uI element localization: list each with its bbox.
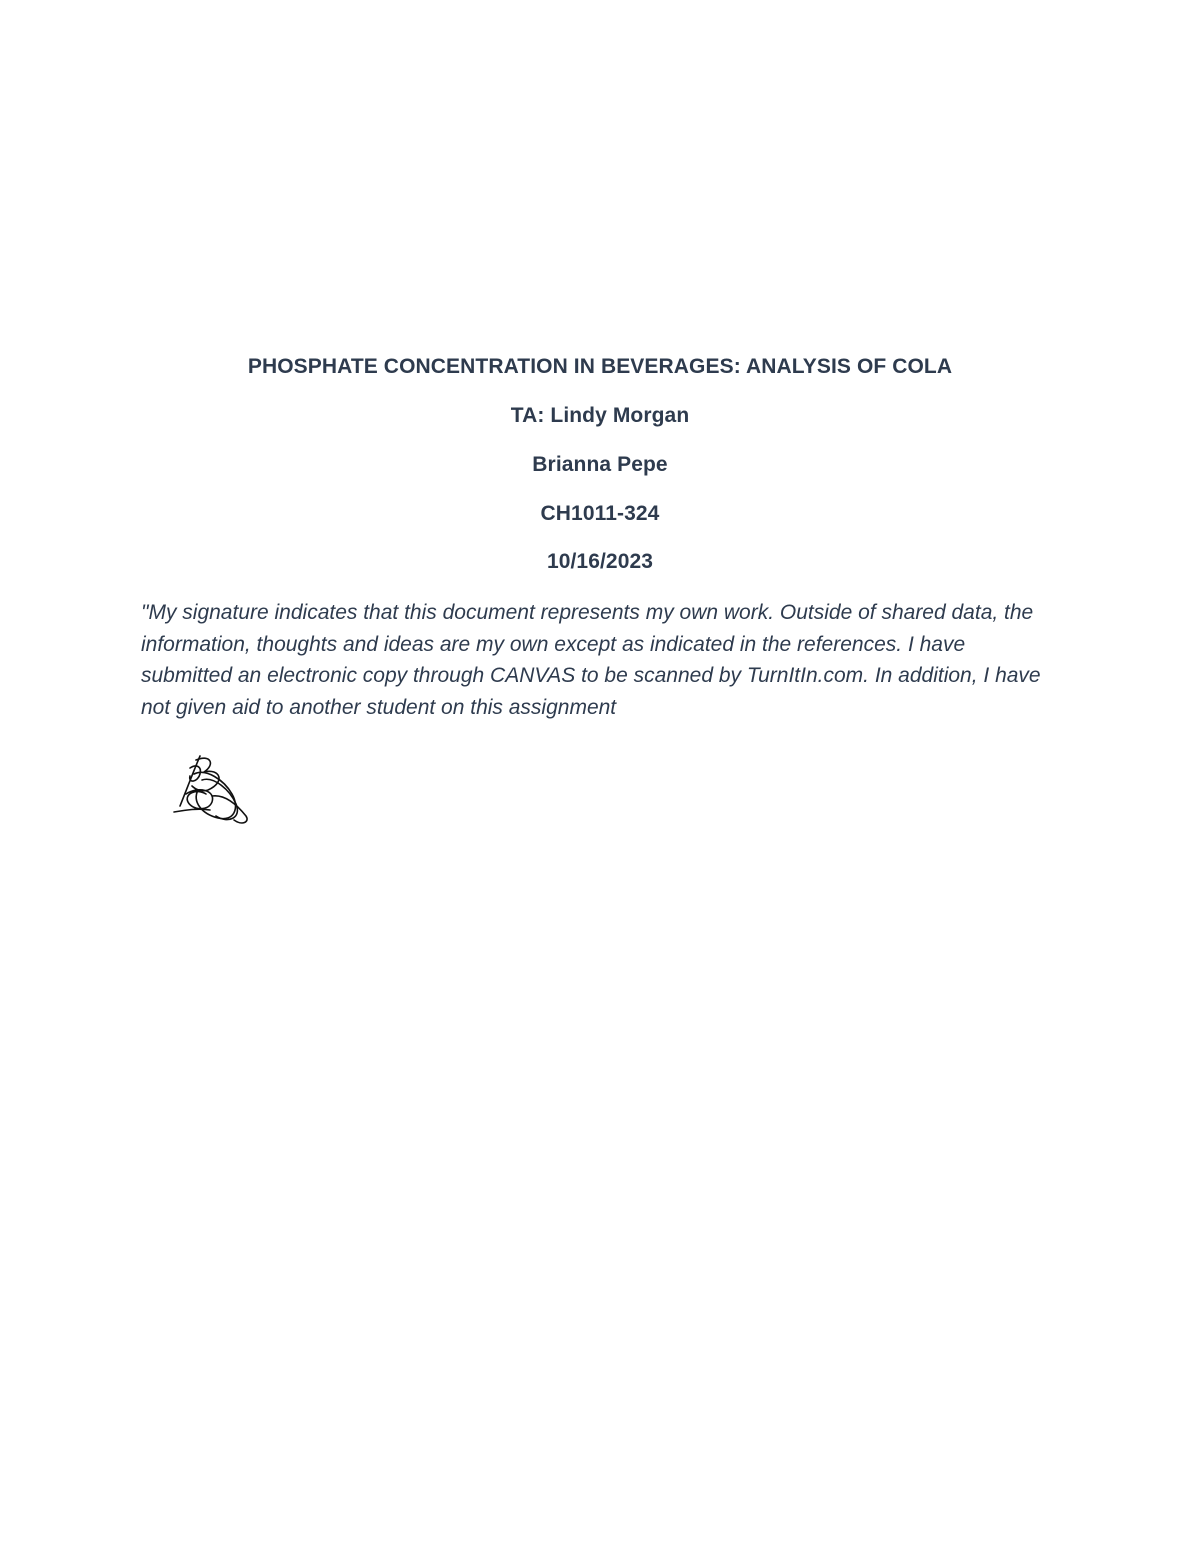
report-title: PHOSPHATE CONCENTRATION IN BEVERAGES: ANALYSIS OF COLA <box>247 355 953 378</box>
report-date: 10/16/2023 <box>546 550 654 573</box>
honor-statement: "My signature indicates that this document represents my own work. Outside of shared data, the information, thoughts and ideas are my own except as indicated in the references. I have submitted an electronic copy through CANVAS to be scanned by TurnItIn.com. In addition, I have not given aid to another student on this assignment <box>141 601 1041 719</box>
course-section: CH1011-324 <box>540 502 660 525</box>
teaching-assistant: TA: Lindy Morgan <box>510 404 690 427</box>
student-name: Brianna Pepe <box>532 453 668 476</box>
handwritten-signature <box>172 750 254 826</box>
